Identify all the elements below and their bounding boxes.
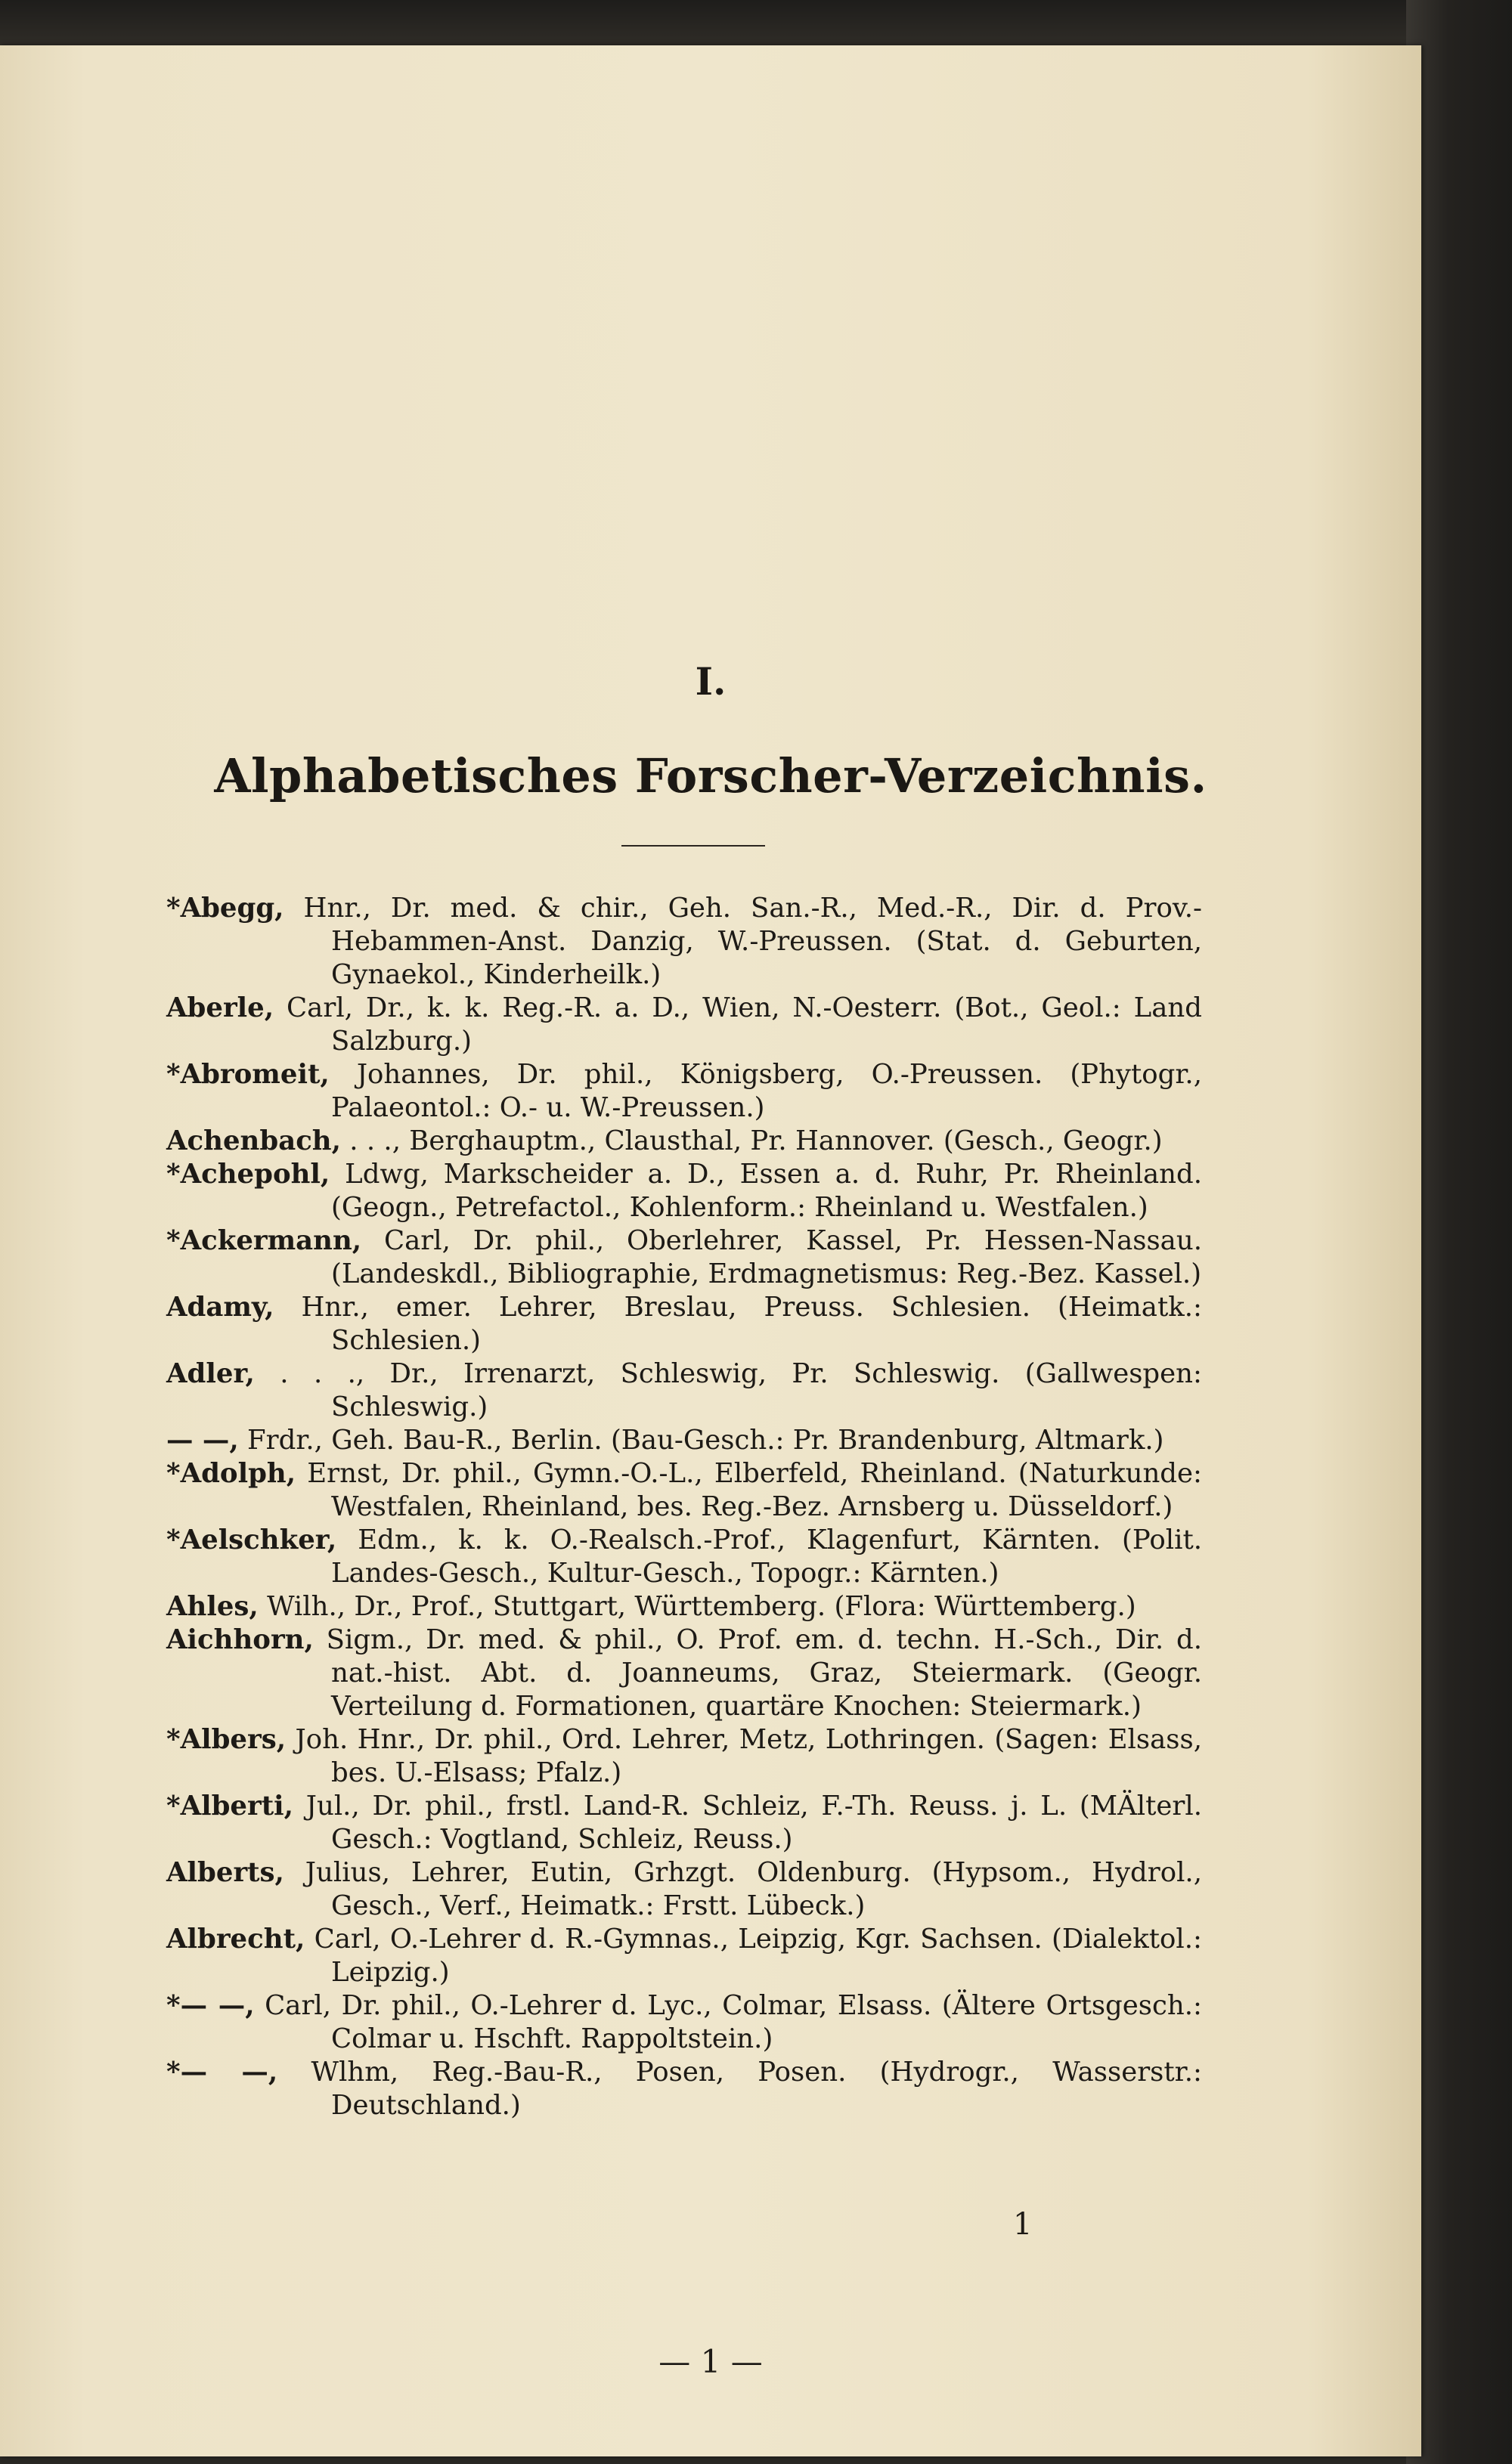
list-item — [166, 1357, 1202, 1424]
entry-text: Johannes, Dr. phil., Königsberg, O.-Preussen. (Phytogr., Palaeontol.: O.- u. W.-Preussen.) — [329, 1059, 1202, 1123]
entry-text: Frdr., Geh. Bau-R., Berlin. (Bau-Gesch.: Pr. Brandenburg, Altmark.) — [238, 1425, 1164, 1456]
entry-headword: *Aelschker, — [166, 1525, 337, 1555]
entry-headword: *Abegg, — [166, 893, 284, 924]
book-page — [0, 45, 1421, 2456]
book-edge — [1406, 0, 1512, 2464]
entry-headword: Ahles, — [166, 1591, 259, 1622]
list-item — [166, 2056, 1202, 2122]
entry-headword: *Adolph, — [166, 1458, 296, 1489]
entry-text: Carl, Dr. phil., O.-Lehrer d. Lyc., Colmar, Elsass. (Ältere Ortsgesch.: Colmar u. Hschft. Rappoltstein.) — [254, 1990, 1202, 2054]
entry-headword: Aberle, — [166, 992, 274, 1023]
entry-headword: Alberts, — [166, 1857, 284, 1888]
entry-text: Edm., k. k. O.-Realsch.-Prof., Klagenfurt, Kärnten. (Polit. Landes-Gesch., Kultur-Gesch., Topogr.: Kärnten.) — [331, 1525, 1202, 1589]
list-item — [166, 1989, 1202, 2056]
entry-text: Hnr., Dr. med. & chir., Geh. San.-R., Med.-R., Dir. d. Prov.-Hebammen-Anst. Danzig, W.-Preussen. (Stat. d. Geburten, Gynaekol., Kinderheilk.) — [284, 893, 1202, 990]
page-title: Alphabetisches Forscher-Verzeichnis. — [214, 748, 1207, 803]
list-item — [166, 1923, 1202, 1989]
entry-headword: Adler, — [166, 1358, 255, 1389]
scan-top-border — [0, 0, 1512, 45]
entry-headword: *— —, — [166, 1990, 255, 2021]
entry-headword: *Achepohl, — [166, 1159, 330, 1190]
list-item — [166, 1624, 1202, 1723]
entry-headword: Albrecht, — [166, 1924, 305, 1955]
entry-text: . . ., Dr., Irrenarzt, Schleswig, Pr. Schleswig. (Gallwespen: Schleswig.) — [254, 1358, 1202, 1422]
entry-headword: Aichhorn, — [166, 1624, 314, 1655]
entry-headword: *— —, — [166, 2057, 278, 2088]
entry-text: . . ., Berghauptm., Clausthal, Pr. Hannover. (Gesch., Geogr.) — [340, 1125, 1163, 1156]
entry-headword: Achenbach, — [166, 1125, 341, 1156]
entry-text: Joh. Hnr., Dr. phil., Ord. Lehrer, Metz, Lothringen. (Sagen: Elsass, bes. U.-Elsass; Pfalz.) — [286, 1724, 1202, 1788]
entry-text: Hnr., emer. Lehrer, Breslau, Preuss. Schlesien. (Heimatk.: Schlesien.) — [274, 1292, 1202, 1356]
entry-text: Wilh., Dr., Prof., Stuttgart, Württemberg. (Flora: Württemberg.) — [258, 1591, 1136, 1622]
entry-text: Carl, Dr., k. k. Reg.-R. a. D., Wien, N.-Oesterr. (Bot., Geol.: Land Salzburg.) — [274, 992, 1202, 1057]
section-numeral: I. — [695, 659, 727, 704]
entry-text: Carl, Dr. phil., Oberlehrer, Kassel, Pr. Hessen-Nassau. (Landeskdl., Bibliographie, Erdmagnetismus: Reg.-Bez. Kassel.) — [331, 1225, 1202, 1289]
list-item — [166, 1058, 1202, 1125]
list-item — [166, 892, 1202, 992]
list-item — [166, 1291, 1202, 1357]
entry-headword: — —, — [166, 1425, 239, 1456]
title-divider — [621, 845, 765, 847]
entry-headword: *Albers, — [166, 1724, 287, 1755]
list-item — [166, 1125, 1202, 1158]
list-item — [166, 1158, 1202, 1224]
entry-text: Carl, O.-Lehrer d. R.-Gymnas., Leipzig, Kgr. Sachsen. (Dialektol.: Leipzig.) — [305, 1924, 1202, 1988]
entry-text: Jul., Dr. phil., frstl. Land-R. Schleiz, F.-Th. Reuss. j. L. (MÄlterl. Gesch.: Vogtland, Schleiz, Reuss.) — [293, 1791, 1202, 1855]
entry-text: Sigm., Dr. med. & phil., O. Prof. em. d. techn. H.-Sch., Dir. d. nat.-hist. Abt. d. Joanneums, Graz, Steiermark. (Geogr. Verteilung d. Formationen, quartäre Knochen: Steiermark.) — [313, 1624, 1202, 1722]
list-item — [166, 1856, 1202, 1923]
signature-mark: 1 — [1013, 2207, 1033, 2242]
entry-text: Ernst, Dr. phil., Gymn.-O.-L., Elberfeld, Rheinland. (Naturkunde: Westfalen, Rheinland, bes. Reg.-Bez. Arnsberg u. Düsseldorf.) — [296, 1458, 1202, 1522]
list-item — [166, 1424, 1202, 1457]
entry-text: Wlhm, Reg.-Bau-R., Posen, Posen. (Hydrogr., Wasserstr.: Deutschland.) — [277, 2057, 1202, 2121]
list-item — [166, 1524, 1202, 1590]
list-item — [166, 1590, 1202, 1624]
list-item — [166, 1457, 1202, 1524]
entry-headword: *Alberti, — [166, 1791, 293, 1822]
entry-text: Ldwg, Markscheider a. D., Essen a. d. Ruhr, Pr. Rheinland. (Geogn., Petrefactol., Kohlenform.: Rheinland u. Westfalen.) — [330, 1159, 1202, 1223]
entry-headword: *Abromeit, — [166, 1059, 330, 1090]
entry-text: Julius, Lehrer, Eutin, Grhzgt. Oldenburg. (Hypsom., Hydrol., Gesch., Verf., Heimatk.: Frstt. Lübeck.) — [284, 1857, 1202, 1921]
entry-list — [166, 892, 1202, 2122]
page-footer: — 1 — — [658, 2343, 763, 2380]
list-item — [166, 1723, 1202, 1790]
list-item — [166, 1224, 1202, 1291]
entry-headword: Adamy, — [166, 1292, 274, 1323]
entry-headword: *Ackermann, — [166, 1225, 362, 1256]
list-item — [166, 1790, 1202, 1856]
list-item — [166, 992, 1202, 1058]
